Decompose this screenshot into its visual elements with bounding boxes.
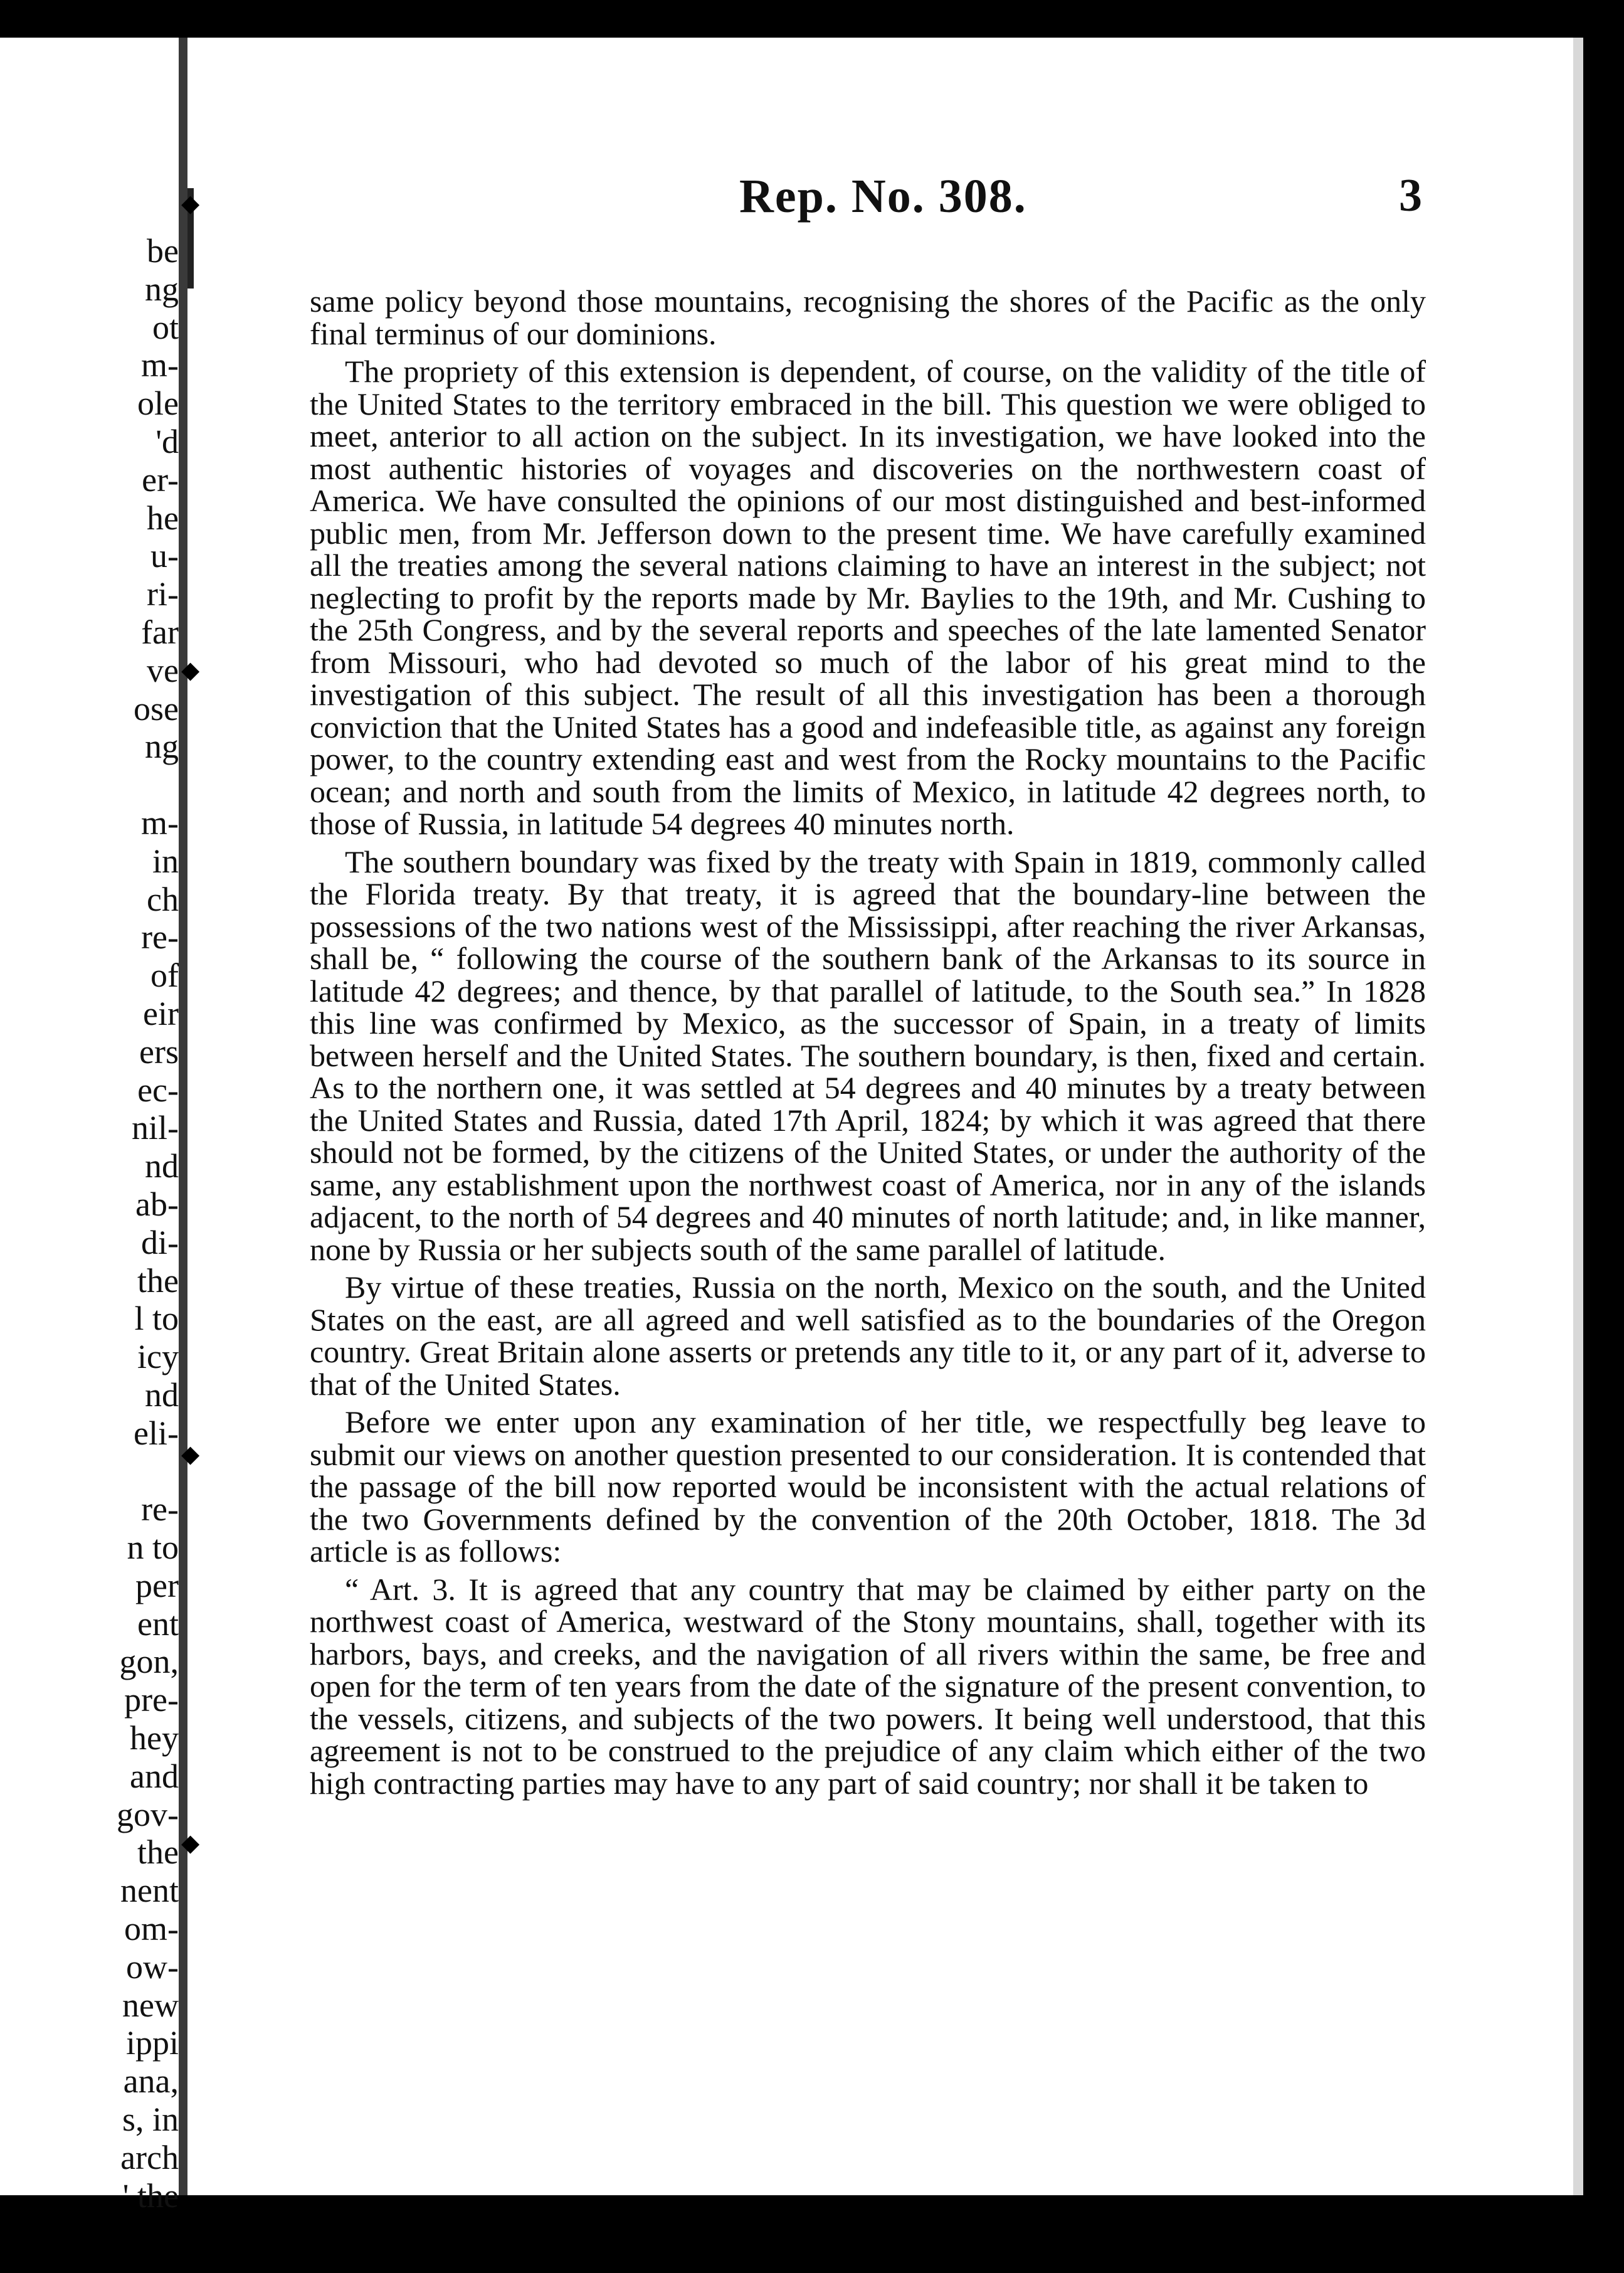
facing-page-fragment: ole — [137, 384, 179, 423]
facing-page-fragment: the — [137, 1261, 179, 1300]
paragraph: The propriety of this extension is dependent, of course, on the validity of the title of the United States to the territory embraced in the bill. This question we were obliged to meet, anterior to all action on the subject. In its investigation, we have looked into the most authentic histories of voyages and discoveries on the northwestern coast of America. We have consulted the opinions of our most distinguished and best-informed public men, from Mr. Jefferson down to the present time. We have carefully examined all the treaties among the several nations claiming to have an interest in the subject; not neglecting to profit by the reports made by Mr. Baylies to the 19th, and Mr. Cushing to the 25th Congress, and by the several reports and speeches of the late lamented Senator from Missouri, who had devoted so much of the labor of his great mind to the investigation of this subject. The result of all this investigation has been a thorough conviction that the United States has a good and indefeasible title, as against any foreign power, to the country extending east and west from the Rocky mountains to the Pacific ocean; and north and south from the limits of Mexico, in latitude 42 degrees north, to those of Russia, in latitude 54 degrees 40 minutes north. — [310, 354, 1426, 841]
paragraph: “ Art. 3. It is agreed that any country that may be claimed by either party on the northwest coast of America, westward of the Stony mountains, shall, together with its harbors, bays, and creeks, and the navigation of all rivers within the same, be free and open for the term of ten years from the date of the signature of the present convention, to the vessels, citizens, and subjects of the two powers. It being well understood, that this agreement is not to be construed to the prejudice of any claim which either of the two high contracting parties may have to any part of said country; nor shall it be taken to — [310, 1571, 1426, 1801]
page-number: 3 — [1399, 170, 1422, 221]
facing-page-fragment: icy — [137, 1338, 179, 1376]
facing-page-fragment: in — [152, 842, 179, 880]
facing-page-fragment: eli- — [134, 1414, 179, 1452]
facing-page-fragment: ec- — [137, 1071, 179, 1109]
facing-page-fragment: di- — [141, 1223, 179, 1261]
facing-page-fragment: nd — [145, 1375, 179, 1414]
facing-page-fragment: gon, — [119, 1643, 179, 1681]
paragraph: same policy beyond those mountains, recognising the shores of the Pacific as the only final terminus of our dominions. — [310, 283, 1426, 351]
facing-page-fragment: arch — [120, 2138, 179, 2176]
body-text — [310, 285, 1426, 1805]
facing-page-fragment: ri- — [147, 575, 179, 613]
facing-page-fragment: ent — [137, 1604, 179, 1643]
facing-page-fragment: s, in — [122, 2101, 179, 2139]
facing-page-fragment: ana, — [123, 2062, 179, 2101]
facing-page-fragment: the — [137, 1833, 179, 1872]
paragraph: The southern boundary was fixed by the treaty with Spain in 1819, commonly called the Florida treaty. By that treaty, it is agreed that the boundary-line between the possessions of the two nations west of the Mississippi, after reaching the river Arkansas, shall be, “ following the course of the southern bank of the Arkansas to its source in latitude 42 degrees; and thence, by that parallel of latitude, to the South sea.” In 1828 this line was confirmed by Mexico, as the successor of Spain, in a treaty of limits between herself and the United States. The southern boundary, is then, fixed and certain. As to the northern one, it was settled at 54 degrees and 40 minutes by a treaty between the United States and Russia, dated 17th April, 1824; by which it was agreed that there should not be formed, by the citizens of the United States, or under the authority of the same, any establishment upon the northwest coast of America, nor in any of the islands adjacent, to the north of 54 degrees and 40 minutes of north latitude; and, in like manner, none by Russia or her subjects south of the same parallel of latitude. — [310, 844, 1426, 1267]
facing-page-fragment: nil- — [132, 1109, 179, 1147]
binding-stitch: ◆ — [181, 1830, 200, 1857]
facing-page-fragment: ve — [147, 651, 179, 689]
facing-page-fragment: ch — [147, 880, 179, 918]
facing-page-fragment: 'd — [156, 422, 179, 460]
facing-page-fragment: eir — [143, 994, 179, 1032]
facing-page-fragment: gov- — [117, 1795, 179, 1833]
facing-page-fragment: n to — [127, 1529, 179, 1567]
facing-page-fragment: ' the — [122, 2176, 179, 2215]
facing-page-fragment: ng — [145, 728, 179, 766]
facing-page-fragment: and — [130, 1757, 179, 1795]
facing-page-fragment: er- — [142, 460, 179, 499]
page-edge — [1573, 38, 1583, 2195]
facing-page-fragment — [103, 766, 179, 804]
book-gutter — [179, 38, 187, 2195]
facing-page-fragment: ot — [152, 308, 179, 346]
facing-page-fragment: ers — [139, 1032, 179, 1071]
facing-page-fragment: re- — [141, 918, 179, 956]
facing-page-fragment: far — [141, 613, 179, 651]
facing-page-fragment: l to — [134, 1300, 179, 1338]
facing-page-fragment: ng — [145, 270, 179, 308]
binding-stitch: ◆ — [181, 657, 200, 684]
facing-page-text-fragments — [103, 232, 179, 2215]
document-page — [181, 38, 1573, 2195]
facing-page-fragment: new — [122, 1986, 179, 2024]
facing-page-fragment: nent — [120, 1872, 179, 1910]
facing-page — [0, 38, 179, 2215]
facing-page-fragment: be — [147, 232, 179, 270]
facing-page-fragment: of — [150, 956, 179, 995]
paragraph: Before we enter upon any examination of her title, we respectfully beg leave to submit our views on another question presented to our consideration. It is contended that the passage of the bill now reported would be inconsistent with the actual relations of the two Governments defined by the convention of the 20th October, 1818. The 3d article is as follows: — [310, 1404, 1426, 1569]
binding-stitch: ◆ — [181, 191, 200, 217]
facing-page-fragment: ow- — [126, 1947, 179, 1986]
facing-page-fragment: re- — [141, 1490, 179, 1529]
facing-page-fragment: he — [147, 499, 179, 537]
facing-page-fragment: hey — [130, 1719, 179, 1757]
facing-page-fragment: m- — [141, 803, 179, 842]
facing-page-fragment: m- — [141, 346, 179, 384]
binding-stitch: ◆ — [181, 1441, 200, 1468]
facing-page-fragment: om- — [124, 1910, 179, 1948]
facing-page-fragment: u- — [150, 537, 179, 575]
facing-page-fragment: ippi — [125, 2024, 179, 2062]
facing-page-fragment: ab- — [135, 1185, 179, 1223]
facing-page-fragment: pre- — [124, 1681, 179, 1719]
facing-page-fragment: ose — [134, 689, 179, 728]
facing-page-fragment — [103, 1453, 179, 1491]
facing-page-fragment: per — [135, 1566, 179, 1604]
paragraph: By virtue of these treaties, Russia on the north, Mexico on the south, and the United States on the east, are all agreed and well satisfied as to the boundaries of the Oregon country. Great Britain alone asserts or pretends any title to it, or any part of it, adverse to that of the United States. — [310, 1269, 1426, 1402]
facing-page-fragment: nd — [145, 1147, 179, 1185]
running-header: Rep. No. 308. — [739, 170, 1027, 223]
